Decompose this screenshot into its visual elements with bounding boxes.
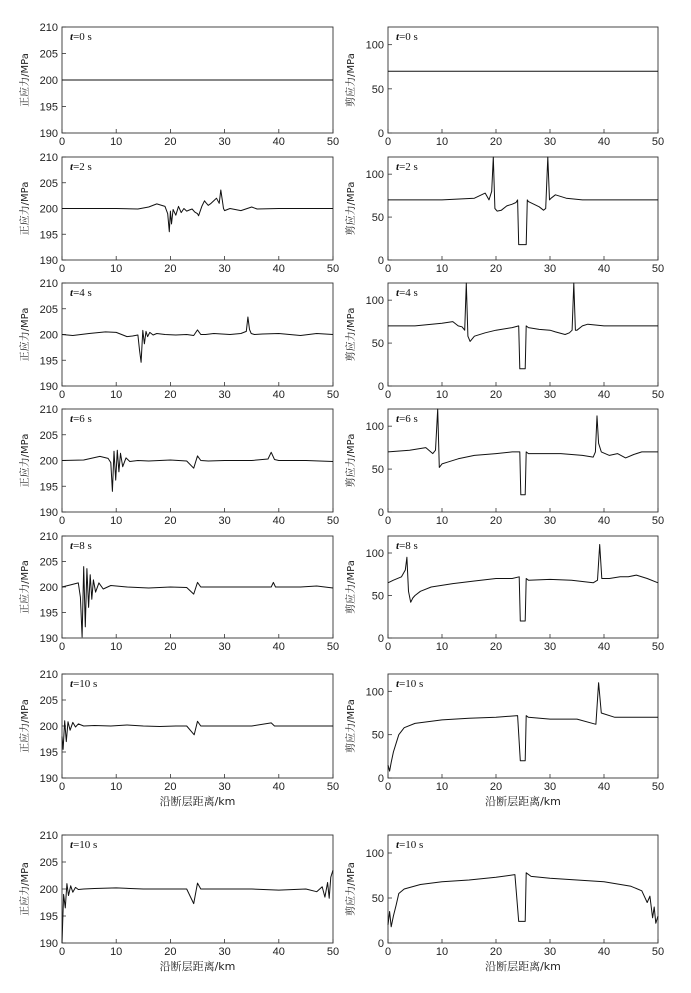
y-tick-label: 195	[39, 229, 58, 242]
y-tick-label: 50	[371, 590, 384, 603]
time-label-var: t	[70, 161, 74, 173]
x-tick-label: 10	[110, 136, 123, 148]
x-tick-label: 10	[110, 641, 123, 653]
time-label	[396, 839, 423, 851]
x-tick-label: 20	[489, 389, 503, 401]
x-tick-label: 20	[164, 641, 177, 653]
x-tick-label: 40	[597, 946, 611, 958]
y-tick-label: 205	[39, 177, 58, 190]
y-tick-label: 190	[39, 773, 58, 785]
y-tick-label: 210	[39, 404, 58, 416]
x-tick-label: 50	[326, 946, 340, 958]
y-tick-label: 195	[39, 101, 58, 114]
stress-series-line	[388, 683, 658, 771]
time-label-value: =4 s	[73, 287, 92, 299]
y-tick-label: 195	[39, 747, 58, 759]
y-tick-label: 210	[39, 22, 58, 34]
x-tick-label: 30	[218, 515, 231, 527]
y-tick-label: 210	[39, 669, 58, 681]
stress-series-line	[62, 870, 333, 943]
panel-t8-normal	[18, 531, 339, 653]
y-tick-label: 205	[39, 303, 58, 316]
x-tick-label: 40	[597, 389, 611, 401]
stress-series-line	[62, 190, 333, 232]
y-axis-label: 剪应力/MPa	[346, 699, 357, 753]
x-tick-label: 20	[164, 781, 177, 793]
y-tick-label: 190	[39, 255, 58, 267]
x-tick-label: 0	[384, 946, 392, 958]
time-label	[396, 31, 418, 43]
y-tick-label: 190	[39, 507, 58, 519]
panel-t4-normal	[18, 278, 339, 401]
y-tick-label: 0	[377, 633, 384, 645]
x-tick-label: 20	[489, 515, 503, 527]
time-label	[70, 540, 92, 552]
x-tick-label: 20	[489, 136, 503, 148]
time-label	[396, 287, 418, 299]
time-label-var: t	[70, 678, 74, 690]
x-tick-label: 10	[435, 946, 449, 958]
panel-t0-shear	[344, 27, 664, 148]
time-label-value: =10 s	[399, 839, 424, 851]
x-tick-label: 50	[651, 136, 665, 148]
time-label-value: =0 s	[73, 31, 92, 43]
x-tick-label: 20	[164, 263, 177, 275]
time-label	[396, 540, 418, 552]
x-axis-label: 沿断层距离/km	[485, 795, 561, 808]
y-tick-label: 190	[39, 381, 58, 393]
y-tick-label: 205	[39, 429, 58, 442]
x-tick-label: 30	[543, 389, 557, 401]
y-tick-label: 0	[377, 773, 384, 785]
x-tick-label: 0	[58, 515, 66, 527]
y-tick-label: 200	[39, 203, 58, 216]
x-tick-label: 50	[651, 641, 665, 653]
plot-frame	[388, 674, 658, 778]
time-label	[70, 161, 92, 173]
x-tick-label: 10	[435, 389, 449, 401]
time-label-value: =4 s	[399, 287, 418, 299]
y-axis-label: 正应力/MPa	[20, 307, 31, 362]
panel-t2-normal	[18, 152, 339, 275]
x-tick-label: 50	[651, 263, 665, 275]
stress-series-line	[388, 283, 658, 369]
x-tick-label: 0	[384, 515, 392, 527]
y-tick-label: 205	[39, 48, 58, 61]
time-label-var: t	[396, 413, 400, 425]
y-tick-label: 190	[39, 633, 58, 645]
time-label-value: =2 s	[73, 161, 92, 173]
x-tick-label: 10	[435, 515, 449, 527]
x-tick-label: 40	[597, 263, 611, 275]
y-axis-label: 正应力/MPa	[20, 560, 31, 614]
x-tick-label: 40	[597, 515, 611, 527]
time-label-value: =2 s	[399, 161, 418, 173]
x-tick-label: 10	[110, 946, 123, 958]
y-tick-label: 210	[39, 152, 58, 164]
x-tick-label: 0	[58, 946, 66, 958]
stress-series-line	[388, 873, 658, 927]
y-axis-label: 正应力/MPa	[20, 53, 31, 107]
y-tick-label: 200	[39, 455, 58, 468]
time-label-value: =6 s	[73, 413, 92, 425]
x-tick-label: 0	[58, 641, 66, 653]
x-tick-label: 30	[218, 781, 231, 793]
x-axis-label: 沿断层距离/km	[159, 960, 236, 973]
x-tick-label: 0	[384, 389, 392, 401]
time-label	[396, 678, 423, 690]
x-axis-label: 沿断层距离/km	[159, 795, 236, 808]
x-tick-label: 40	[597, 641, 611, 653]
x-tick-label: 30	[218, 263, 231, 275]
y-tick-label: 210	[39, 830, 58, 842]
panel-t2-shear	[344, 157, 664, 275]
time-label-var: t	[70, 540, 74, 552]
time-label	[70, 839, 97, 851]
time-label-var: t	[70, 287, 74, 299]
x-tick-label: 0	[384, 781, 392, 793]
y-tick-label: 0	[377, 255, 384, 267]
y-tick-label: 50	[371, 893, 384, 905]
x-tick-label: 20	[164, 136, 177, 148]
x-tick-label: 40	[597, 781, 611, 793]
y-tick-label: 200	[39, 75, 58, 87]
y-tick-label: 205	[39, 857, 58, 869]
time-label	[396, 161, 418, 173]
y-axis-label: 剪应力/MPa	[346, 433, 357, 488]
time-label-var: t	[396, 161, 400, 173]
x-tick-label: 20	[489, 641, 503, 653]
y-tick-label: 210	[39, 531, 58, 543]
x-tick-label: 20	[164, 389, 177, 401]
y-axis-label: 正应力/MPa	[20, 433, 31, 488]
time-label-value: =6 s	[399, 413, 418, 425]
y-tick-label: 0	[377, 128, 384, 140]
y-tick-label: 200	[39, 721, 58, 733]
x-tick-label: 40	[272, 641, 285, 653]
x-tick-label: 0	[58, 263, 66, 275]
y-tick-label: 200	[39, 329, 58, 342]
time-label-value: =10 s	[73, 839, 98, 851]
x-tick-label: 40	[272, 515, 285, 527]
x-tick-label: 40	[272, 781, 285, 793]
x-tick-label: 50	[651, 946, 665, 958]
y-axis-label: 剪应力/MPa	[346, 862, 357, 916]
y-tick-label: 195	[39, 481, 58, 494]
x-tick-label: 50	[651, 781, 665, 793]
panel-t4-shear	[344, 283, 664, 401]
x-tick-label: 0	[384, 641, 392, 653]
x-tick-label: 0	[384, 136, 392, 148]
y-tick-label: 100	[365, 39, 384, 52]
x-tick-label: 40	[597, 136, 611, 148]
y-tick-label: 50	[371, 212, 384, 225]
y-tick-label: 205	[39, 556, 58, 569]
x-axis-label: 沿断层距离/km	[485, 960, 561, 973]
y-tick-label: 100	[365, 848, 384, 860]
panel-t6-shear	[344, 409, 664, 527]
x-tick-label: 10	[110, 263, 123, 275]
x-tick-label: 10	[435, 641, 449, 653]
x-tick-label: 30	[543, 641, 557, 653]
y-tick-label: 0	[377, 938, 384, 950]
y-axis-label: 正应力/MPa	[20, 699, 31, 753]
x-tick-label: 40	[272, 263, 285, 275]
stress-series-line	[62, 567, 333, 637]
y-tick-label: 50	[371, 464, 384, 477]
stress-series-line	[62, 317, 333, 362]
x-tick-label: 0	[58, 781, 66, 793]
x-tick-label: 10	[435, 263, 449, 275]
y-tick-label: 0	[377, 381, 384, 393]
time-label-value: =8 s	[399, 540, 418, 552]
stress-series-line	[62, 721, 333, 750]
panel-t8-shear	[344, 536, 664, 653]
x-tick-label: 30	[218, 389, 231, 401]
y-tick-label: 190	[39, 128, 58, 140]
time-label	[70, 413, 92, 425]
y-axis-label: 正应力/MPa	[20, 862, 31, 916]
stress-series-line	[388, 157, 658, 245]
x-tick-label: 10	[110, 515, 123, 527]
y-tick-label: 100	[365, 169, 384, 182]
time-label-var: t	[70, 31, 74, 43]
panel-t10-shear	[344, 674, 664, 808]
y-axis-label: 剪应力/MPa	[346, 307, 357, 362]
plot-frame	[388, 283, 658, 386]
time-label-value: =10 s	[73, 678, 98, 690]
x-tick-label: 10	[110, 389, 123, 401]
x-tick-label: 0	[58, 136, 66, 148]
panel-t10b-shear	[344, 835, 664, 973]
stress-series-line	[388, 545, 658, 622]
time-label-var: t	[396, 678, 400, 690]
x-tick-label: 50	[326, 781, 340, 793]
y-tick-label: 0	[377, 507, 384, 519]
y-tick-label: 200	[39, 582, 58, 594]
y-axis-label: 正应力/MPa	[20, 181, 31, 236]
time-label-var: t	[396, 31, 400, 43]
x-tick-label: 50	[651, 389, 665, 401]
y-tick-label: 100	[365, 686, 384, 699]
time-label-value: =0 s	[399, 31, 418, 43]
x-tick-label: 10	[435, 781, 449, 793]
time-label	[70, 287, 92, 299]
x-tick-label: 50	[326, 389, 340, 401]
x-tick-label: 20	[489, 946, 503, 958]
time-label-var: t	[70, 839, 74, 851]
y-tick-label: 50	[371, 83, 384, 96]
y-tick-label: 50	[371, 729, 384, 742]
time-label-value: =8 s	[73, 540, 92, 552]
y-tick-label: 200	[39, 884, 58, 896]
time-label-value: =10 s	[399, 678, 424, 690]
plot-frame	[388, 835, 658, 943]
x-tick-label: 20	[489, 781, 503, 793]
panel-t0-normal	[18, 22, 339, 148]
panel-t6-normal	[18, 404, 339, 527]
x-tick-label: 20	[489, 263, 503, 275]
plot-frame	[388, 27, 658, 133]
stress-series-line	[388, 409, 658, 495]
panel-t10b-normal	[18, 830, 339, 973]
plot-frame	[388, 536, 658, 638]
y-tick-label: 100	[365, 295, 384, 308]
x-tick-label: 40	[272, 946, 285, 958]
y-axis-label: 剪应力/MPa	[346, 53, 357, 107]
y-tick-label: 190	[39, 938, 58, 950]
time-label-var: t	[396, 839, 400, 851]
x-tick-label: 50	[326, 136, 340, 148]
y-tick-label: 100	[365, 421, 384, 434]
x-tick-label: 30	[218, 946, 231, 958]
x-tick-label: 50	[326, 263, 340, 275]
y-tick-label: 100	[365, 548, 384, 560]
plot-frame	[62, 835, 333, 943]
y-tick-label: 195	[39, 607, 58, 620]
y-tick-label: 205	[39, 695, 58, 707]
x-tick-label: 30	[218, 136, 231, 148]
x-tick-label: 0	[384, 263, 392, 275]
x-tick-label: 20	[164, 946, 177, 958]
time-label-var: t	[70, 413, 74, 425]
y-axis-label: 剪应力/MPa	[346, 181, 357, 236]
x-tick-label: 20	[164, 515, 177, 527]
x-tick-label: 50	[326, 515, 340, 527]
time-label	[70, 678, 97, 690]
y-axis-label: 剪应力/MPa	[346, 560, 357, 614]
y-tick-label: 195	[39, 911, 58, 923]
x-tick-label: 30	[543, 136, 557, 148]
x-tick-label: 30	[543, 946, 557, 958]
y-tick-label: 50	[371, 338, 384, 351]
x-tick-label: 50	[326, 641, 340, 653]
stress-series-line	[62, 450, 333, 491]
plot-frame	[388, 409, 658, 512]
x-tick-label: 30	[218, 641, 231, 653]
x-tick-label: 30	[543, 515, 557, 527]
x-tick-label: 0	[58, 389, 66, 401]
time-label-var: t	[396, 287, 400, 299]
y-tick-label: 210	[39, 278, 58, 290]
panel-t10-normal	[18, 669, 339, 808]
y-tick-label: 195	[39, 355, 58, 368]
time-label	[70, 31, 92, 43]
x-tick-label: 10	[435, 136, 449, 148]
x-tick-label: 40	[272, 136, 285, 148]
x-tick-label: 10	[110, 781, 123, 793]
time-label-var: t	[396, 540, 400, 552]
x-tick-label: 50	[651, 515, 665, 527]
x-tick-label: 40	[272, 389, 285, 401]
time-label	[396, 413, 418, 425]
x-tick-label: 30	[543, 263, 557, 275]
x-tick-label: 30	[543, 781, 557, 793]
